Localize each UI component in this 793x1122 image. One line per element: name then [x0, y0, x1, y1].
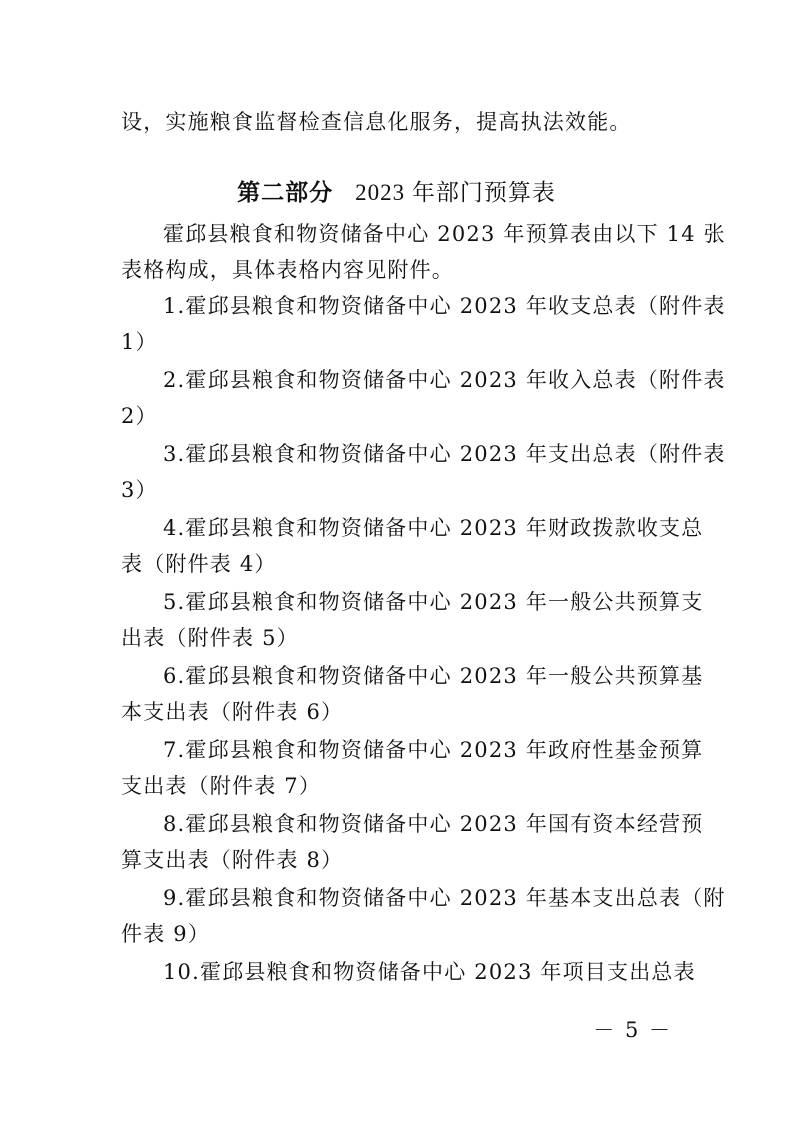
list-item-1-line-2: 1）: [121, 330, 158, 354]
list-item-7-line-2: 支出表（附件表 7）: [121, 774, 322, 798]
list-item-4-line-1: 4.霍邱县粮食和物资储备中心 2023 年财政拨款收支总: [163, 516, 704, 540]
list-item-6-line-2: 本支出表（附件表 6）: [121, 700, 344, 724]
section-title: 第二部分: [237, 180, 334, 206]
list-item-5-line-2: 出表（附件表 5）: [121, 626, 299, 650]
list-item-2-line-2: 2）: [121, 404, 158, 428]
summary-line-1: 霍邱县粮食和物资储备中心 2023 年预算表由以下 14 张: [163, 222, 726, 246]
list-item-5-line-1: 5.霍邱县粮食和物资储备中心 2023 年一般公共预算支: [163, 590, 704, 614]
page-number: － 5 －: [593, 1018, 672, 1042]
summary-line-2: 表格构成，具体表格内容见附件。: [121, 258, 454, 282]
list-item-6-line-1: 6.霍邱县粮食和物资储备中心 2023 年一般公共预算基: [163, 664, 704, 688]
intro-line: 设，实施粮食监督检查信息化服务，提高执法效能。: [121, 110, 632, 134]
list-item-8-line-1: 8.霍邱县粮食和物资储备中心 2023 年国有资本经营预: [163, 812, 704, 836]
list-item-7-line-1: 7.霍邱县粮食和物资储备中心 2023 年政府性基金预算: [163, 738, 704, 762]
list-item-9-line-1: 9.霍邱县粮食和物资储备中心 2023 年基本支出总表（附: [163, 886, 726, 910]
list-item-3-line-1: 3.霍邱县粮食和物资储备中心 2023 年支出总表（附件表: [163, 442, 726, 466]
section-heading: [0, 178, 793, 208]
list-item-8-line-2: 算支出表（附件表 8）: [121, 848, 344, 872]
list-item-1-line-1: 1.霍邱县粮食和物资储备中心 2023 年收支总表（附件表: [163, 294, 726, 318]
section-subtitle: 2023 年部门预算表: [355, 180, 556, 205]
list-item-10-line-1: 10.霍邱县粮食和物资储备中心 2023 年项目支出总表: [163, 960, 696, 984]
list-item-4-line-2: 表（附件表 4）: [121, 552, 277, 576]
list-item-3-line-2: 3）: [121, 478, 158, 502]
list-item-2-line-1: 2.霍邱县粮食和物资储备中心 2023 年收入总表（附件表: [163, 368, 726, 392]
list-item-9-line-2: 件表 9）: [121, 922, 211, 946]
